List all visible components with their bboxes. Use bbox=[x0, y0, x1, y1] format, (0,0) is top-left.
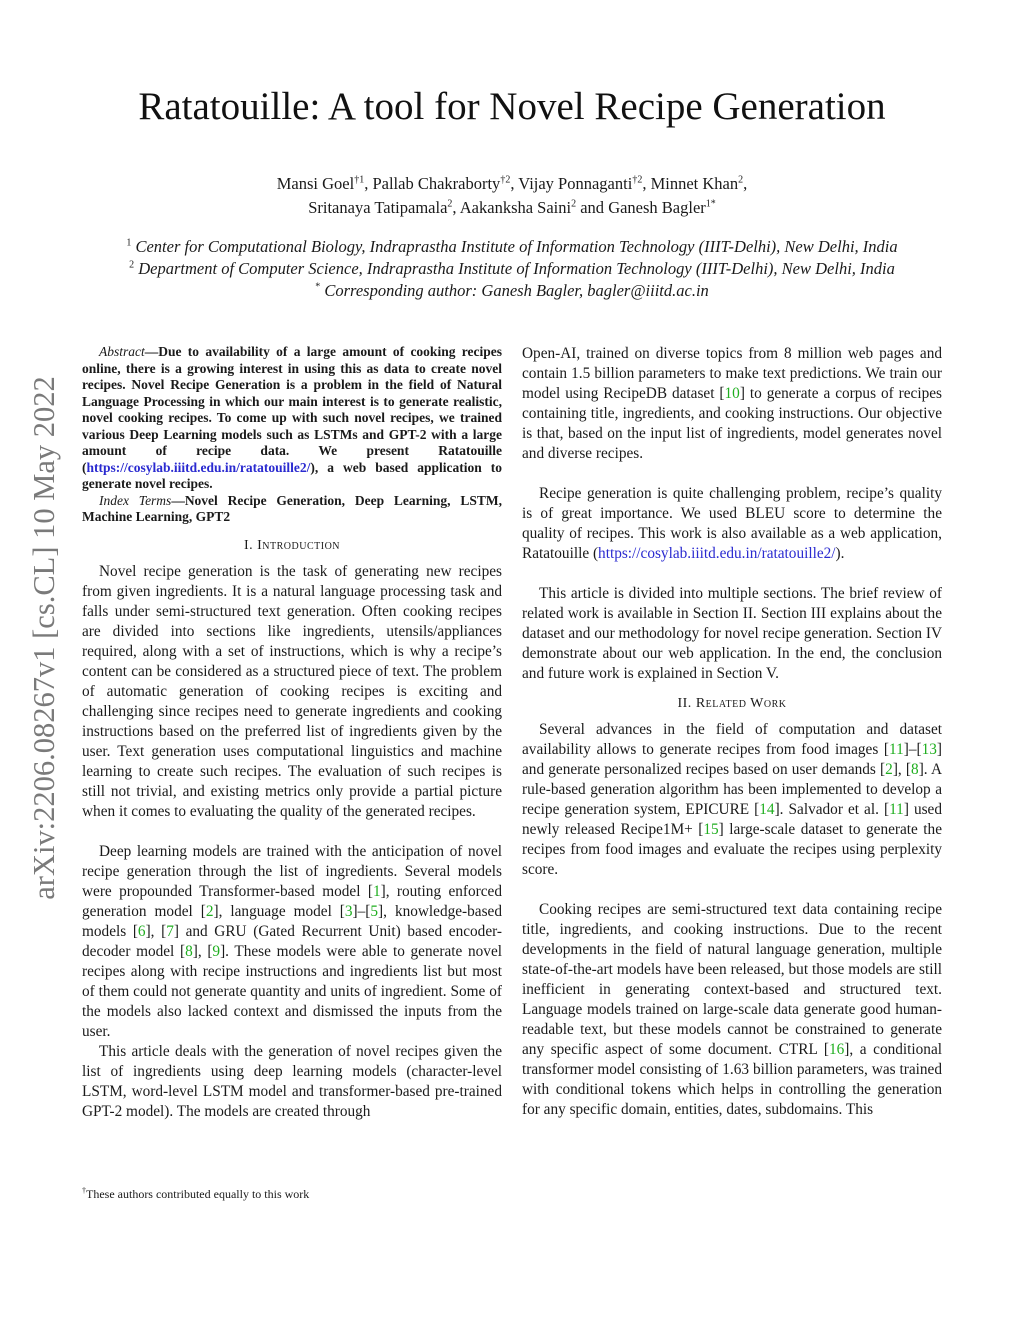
intro-paragraph: Novel recipe generation is the task of generating new recipes from given ingredients. It is a natural language processing task and falls under semi-structured text generation. Often cooking recipes are divided into sections like ingredients, utensils/appliances required, along with a set of instructions, which is why a recipe’s content can be considered as a structured piece of text. The problem of automatic generation of cooking recipes is exciting and challenging since recipes need to generate ingredients and cooking instructions based on the preferred list of ingredients given by the user. Text generation uses computational linguistics and machine learning to create such recipes. The evaluation of such recipes is still not trivial, and existing metrics only provide a partial picture when it comes to evaluating the quality of the generated recipes. bbox=[82, 562, 502, 820]
abstract: Abstract—Due to availability of a large amount of cooking recipes online, there is a growing interest in using this as data to create novel recipes. Novel Recipe Generation is a problem in the field of Natural Language Processing in which our main interest is to generate realistic, novel cooking recipes. To come up with such novel recipes, we trained various Deep Learning models such as LSTMs and GPT-2 with a large amount of recipe data. We present Ratatouille (https://cosylab.iiitd.edu.in/ratatouille2/), a web based application to generate novel recipes. bbox=[82, 344, 502, 491]
citation-link[interactable]: 1 bbox=[372, 882, 381, 900]
footnote: †These authors contributed equally to this work bbox=[82, 1186, 310, 1201]
citation-link[interactable]: 15 bbox=[703, 821, 719, 838]
paper-title: Ratatouille: A tool for Novel Recipe Generation bbox=[138, 85, 886, 128]
author-name: Mansi Goel bbox=[276, 174, 355, 193]
author-name: Ganesh Bagler bbox=[608, 198, 706, 217]
citation-link[interactable]: 2 bbox=[885, 761, 893, 778]
citation-link[interactable]: 7 bbox=[166, 922, 174, 940]
corresponding-author: * Corresponding author: Ganesh Bagler, bagler@iiitd.ac.in bbox=[315, 281, 709, 300]
citation-link[interactable]: 13 bbox=[921, 741, 937, 758]
index-terms: Index Terms—Novel Recipe Generation, Deep Learning, LSTM, Machine Learning, GPT2 bbox=[82, 492, 502, 524]
arxiv-watermark: arXiv:2206.08267v1 [cs.CL] 10 May 2022 bbox=[27, 376, 61, 900]
left-column bbox=[82, 344, 502, 1122]
citation-link[interactable]: 14 bbox=[759, 801, 775, 818]
author-name: Sritanaya Tatipamala bbox=[308, 198, 448, 217]
author-list: Mansi Goel$^{\dagger 1}$, Pallab Chakraborty$^{\dagger 2}$, Vijay Ponnaganti$^{\dagger 2}$, Minnet Khan$^2$, Sritanaya Tatipamala$^2$, Aakanksha Saini$^2$ and Ganesh Bagler$^{1*}$ bbox=[276, 174, 748, 217]
body-paragraph: This article is divided into multiple sections. The brief review of related work is available in Section II. Section III explains about the dataset and our methodology for novel recipe generation. Section IV demonstrate about our web application. In the end, the conclusion and future work is explained in Section V. bbox=[522, 585, 942, 682]
citation-link[interactable]: 10 bbox=[724, 385, 740, 402]
citation-link[interactable]: 11 bbox=[889, 741, 904, 758]
citation-link[interactable]: 3 bbox=[344, 902, 353, 920]
body-paragraph: Recipe generation is quite challenging problem, recipe’s quality is of great importance. We used BLEU score to determine the quality of recipes. This work is also available as a web application, Ratatouille (https://cosylab.iiitd.edu.in/ratatouille2/). bbox=[522, 485, 942, 562]
citation-link[interactable]: 8 bbox=[185, 942, 193, 960]
author-name: Pallab Chakraborty bbox=[372, 174, 501, 193]
citation-link[interactable]: 5 bbox=[370, 902, 379, 920]
citation-link[interactable]: 8 bbox=[911, 761, 919, 778]
section-heading-introduction: I. Introduction bbox=[243, 537, 341, 553]
citation-link[interactable]: 11 bbox=[889, 801, 904, 818]
citation-link[interactable]: 9 bbox=[212, 942, 221, 960]
body-paragraph: Open-AI, trained on diverse topics from 8 million web pages and contain 1.5 billion parameters to make text predictions. We train our model using RecipeDB dataset [10] to generate a corpus of recipes containing title, ingredients, and cooking instructions. Our objective is that, based on the input list of ingredients, model generates novel and diverse recipes. bbox=[522, 345, 942, 462]
web-app-link[interactable]: https://cosylab.iiitd.edu.in/ratatouille2/ bbox=[598, 545, 836, 562]
body-paragraph: Cooking recipes are semi-structured text data containing recipe title, ingredients, and cooking instructions. Due to the recent developments in the field of natural language generation, multiple state-of-the-art models have been released, but those models are still inefficient in generating context-based and structured text. Language models trained on large-scale data generate good human-readable text, but these models cannot be constrained to generate any specific aspect of some document. CTRL [16], a conditional transformer model consisting of 1.63 billion parameters, was trained with conditional tokens which helps in controlling the generation for any specific domain, entities, dates, subdomains. This bbox=[522, 901, 943, 1118]
author-name: Aakanksha Saini bbox=[459, 198, 572, 217]
citation-link[interactable]: 6 bbox=[137, 922, 146, 940]
right-column bbox=[522, 344, 942, 1120]
affiliation: $^2$ Department of Computer Science, Indraprastha Institute of Information Technology (IIIT-Delhi), New Delhi, India bbox=[129, 259, 895, 278]
citation-link[interactable]: 16 bbox=[828, 1041, 845, 1058]
author-name: Minnet Khan bbox=[650, 174, 739, 193]
citation-link[interactable]: 2 bbox=[205, 902, 214, 920]
affiliation: $^1$ Center for Computational Biology, Indraprastha Institute of Information Technology (IIIT-Delhi), New Delhi, India bbox=[126, 237, 898, 256]
intro-paragraph: This article deals with the generation of novel recipes given the list of ingredients using deep learning models (character-level LSTM, word-level LSTM model and transformer-based pre-trained GPT-2 model). The models are created through bbox=[82, 1042, 502, 1120]
author-name: Vijay Ponnaganti bbox=[518, 174, 633, 193]
abstract-link[interactable]: https://cosylab.iiitd.edu.in/ratatouille2/ bbox=[86, 459, 311, 475]
affiliations bbox=[0, 236, 1024, 302]
intro-paragraph: Deep learning models are trained with the anticipation of novel recipe generation through the list of ingredients. Several models were propounded Transformer-based model [1], routing enforced generation model [2], language model [3]–[5], knowledge-based models [6], [7] and GRU (Gated Recurrent Unit) based encoder-decoder model [8], [9]. These models were able to generate novel recipes along with recipe instructions and ingredients list but most of them could not generate quantity and units of ingredient. Some of the models also lacked context and dismissed the inputs from the user. bbox=[82, 842, 502, 1040]
section-heading-related-work: II. Related Work bbox=[677, 696, 787, 711]
body-paragraph: Several advances in the field of computation and dataset availability allows to generate recipes from food images [11]–[13] and generate personalized recipes based on user demands [2], [8]. A rule-based generation algorithm has been implemented to develop a recipe generation system, EPICURE [14]. Salvador et al. [11] used newly released Recipe1M+ [15] large-scale dataset to generate the recipes from food images and evaluate the recipes using perplexity score. bbox=[522, 721, 943, 878]
